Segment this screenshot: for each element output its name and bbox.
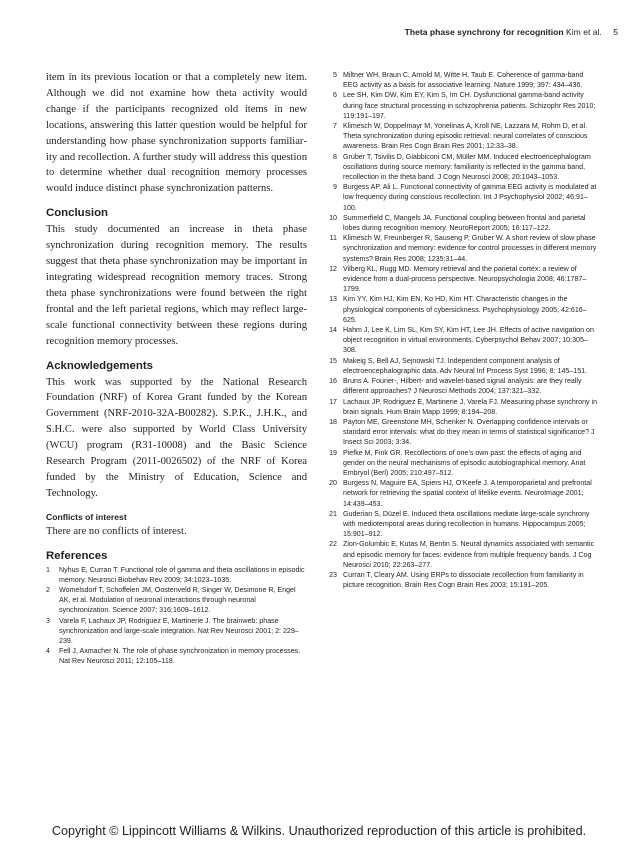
reference-number: 6	[333, 91, 337, 100]
reference-item	[326, 539, 598, 570]
reference-text: Gruber T, Tsivilis D, Giabbiconi CM, Müller MM. Induced electroencephalogram oscillations during source memory: familiarity is reflected in the gamma band, recollection in the theta band. J Cogn Neurosci 2008; 20:1043–1053.	[343, 152, 591, 182]
conflicts-text: There are no conflicts of interest.	[46, 525, 187, 537]
intro-paragraph: item in its previous location or that a completely new item. Although we did not examine how theta activity would change if the participants recognized old items in new locations, answering this latter question would be helpful for understanding how phase synchronization supports familiarity and recollection. A further study will address this question to determine whether dual recognition memory processes would induce distinct phase synchronization patterns.	[46, 72, 307, 195]
reference-text: Lachaux JP, Rodriguez E, Martinerie J, Varela FJ. Measuring phase synchrony in brain signals. Hum Brain Mapp 1999; 8:194–208.	[343, 397, 598, 416]
running-header	[405, 27, 618, 37]
reference-text: Curran T, Cleary AM. Using ERPs to dissociate recollection from familiarity in picture recognition. Brain Res Cogn Brain Res 2003; 15:191–205.	[343, 570, 584, 590]
reference-item	[46, 646, 307, 666]
reference-item	[46, 565, 307, 585]
reference-text: Lee SH, Kim DW, Kim EY, Kim S, Im CH. Dysfunctional gamma-band activity during face structural processing in schizophrenia patients. Schizophr Res 2010; 119:191–197.	[343, 91, 596, 120]
reference-item	[326, 233, 598, 264]
reference-item	[326, 70, 598, 90]
reference-text: Bruns A. Fourier-, Hilbert- and wavelet-based signal analysis: are they really different approaches? J Neurosci Methods 2004; 137:321–332.	[343, 377, 582, 396]
reference-item	[326, 264, 598, 295]
reference-number: 22	[329, 540, 337, 549]
reference-text: Hahm J, Lee K, Lim SL, Kim SY, Kim HT, Lee JH. Effects of active navigation on object recognition in virtual environments. Cyberpsychol Behav 2007; 10:305–308.	[343, 326, 594, 355]
reference-text: Summerfield C, Mangels JA. Functional coupling between frontal and parietal lobes during recognition memory. NeuroReport 2005; 16:117–122.	[343, 213, 586, 233]
reference-number: 17	[329, 397, 337, 406]
reference-item	[326, 121, 598, 152]
reference-number: 9	[333, 183, 337, 192]
reference-item	[326, 182, 598, 213]
reference-number: 3	[46, 616, 50, 625]
reference-item	[326, 356, 598, 376]
reference-item	[326, 570, 598, 590]
running-title: Theta phase synchrony for recognition	[404, 27, 564, 37]
reference-text: Klimesch W, Doppelmayr M, Yonelinas A, Kroll NE, Lazzara M, Rohm D, et al. Theta synchronization during episodic retrieval: neural correlates of conscious awareness. Brain Res Cogn Brain Res 2001; 12:33–38.	[343, 122, 588, 151]
reference-number: 20	[329, 479, 337, 488]
reference-item	[326, 448, 598, 479]
reference-number: 12	[329, 264, 337, 273]
reference-text: Fell J, Axmacher N. The role of phase synchronization in memory processes. Nat Rev Neurosci 2011; 12:105–118.	[59, 647, 301, 666]
reference-number: 21	[329, 509, 337, 518]
reference-text: Burgess N, Maguire EA, Spiers HJ, O’Keefe J. A temporoparietal and prefrontal network for retrieving the spatial context of lifelike events. NeuroImage 2001; 14:439–453.	[343, 479, 592, 508]
reference-number: 23	[329, 570, 337, 579]
reference-item	[326, 478, 598, 509]
copyright-footer: Copyright © Lippincott Williams & Wilkins. Unauthorized reproduction of this article is prohibited.	[51, 824, 587, 838]
reference-number: 7	[333, 122, 337, 131]
reference-list-left	[46, 565, 307, 667]
reference-item	[326, 376, 598, 396]
reference-text: Miltner WH, Braun C, Arnold M, Witte H, Taub E. Coherence of gamma-band EEG activity as a basis for associative learning. Nature 1999; 397: 434–436.	[343, 71, 584, 90]
reference-text: Varela F, Lachaux JP, Rodriguez E, Martinerie J. The brainweb: phase synchronization and large-scale integration. Nat Rev Neurosci 2001; 2: 229–239.	[59, 616, 299, 646]
reference-number: 10	[329, 213, 337, 222]
reference-item	[326, 509, 598, 540]
reference-item	[326, 213, 598, 233]
reference-text: Zion-Golumbic E, Kutas M, Bentin S. Neural dynamics associated with semantic and episodic memory for faces: evidence from multiple frequency bands. J Cog Neurosci 2010; 22:263–277.	[343, 540, 595, 569]
conclusion-text: This study documented an increase in theta phase synchronization during recognition memory. The results suggest that theta phase synchronization may be important in integrating widespread recognition memory traces. Strong theta phase synchronizations were found between the right frontal and the left parietal regions, which may reflect large-scale functional connectivity between these regions during recognition memory processes.	[46, 224, 307, 347]
conclusion-heading: Conclusion	[46, 207, 109, 220]
reference-number: 2	[46, 586, 50, 595]
reference-text: Piefke M, Fink GR. Recollections of one’s own past: the effects of aging and gender on the neural mechanisms of episodic autobiographical memory. Anat Embryol (Berl) 2005; 210:497–512.	[343, 448, 586, 477]
reference-text: Nyhus E, Curran T. Functional role of gamma and theta oscillations in episodic memory. Neurosci Biobehav Rev 2009; 34:1023–1035.	[59, 565, 305, 584]
reference-number: 16	[329, 377, 337, 386]
reference-text: Burgess AP, Ali L. Functional connectivity of gamma EEG activity is modulated at low frequency during conscious recollection. Int J Psychophysiol 2002; 46:91–100.	[343, 183, 597, 212]
right-column	[326, 70, 598, 590]
reference-item	[326, 417, 598, 448]
reference-text: Payton ME, Greenstone MH, Schenker N. Overlapping confidence intervals or standard error intervals: what do they mean in terms of statistical significance? J Insect Sci 2003; 3:34.	[343, 417, 595, 447]
reference-text: Kim YY, Kim HJ, Kim EN, Ko HD, Kim HT. Characteristic changes in the physiological components of cybersickness. Psychophysiology 2005; 42:616–625.	[343, 295, 587, 324]
left-column	[46, 70, 307, 667]
reference-text: Guderian S, Düzel E. Induced theta oscillations mediate large-scale synchrony with mediotemporal areas during recollection in humans. Hippocampus 2005; 15:901–912.	[343, 509, 590, 539]
reference-number: 11	[329, 234, 337, 243]
reference-number: 19	[329, 448, 337, 457]
reference-number: 5	[333, 71, 337, 79]
reference-number: 1	[46, 565, 50, 574]
reference-text: Vilberg KL, Rugg MD. Memory retrieval and the parietal cortex: a review of evidence from a dual-process perspective. Neuropsychologia 2008; 46:1787–1799.	[343, 264, 587, 294]
reference-text: Womelsdorf T, Schoffelen JM, Oostenveld R, Singer W, Desimone R, Engel AK, et al. Modulation of neuronal interactions through neuronal synchronization. Science 2007; 316:1609–1612.	[59, 586, 296, 615]
reference-item	[46, 616, 307, 647]
reference-number: 15	[329, 356, 337, 365]
reference-item	[326, 90, 598, 121]
reference-text: Makeig S, Bell AJ, Sejnowski TJ. Independent component analysis of electroencephalographic data. Adv Neural Inf Process Syst 1996; 8: 145–151.	[343, 356, 588, 375]
references-heading: References	[46, 549, 108, 562]
reference-number: 8	[333, 152, 337, 161]
reference-text: Klimesch W, Freunberger R, Sauseng P, Gruber W. A short review of slow phase synchronization and memory: evidence for control processes in different memory systems? Brain Res 2008; 1235:31–44.	[343, 234, 597, 263]
reference-number: 13	[329, 295, 337, 304]
acknowledgements-text: This work was supported by the National Research Foundation (NRF) of Korea Grant funded by the Korean Government (NRF-2010-32A-B00282). S.P.K., J.H.K., and S.H.C. were also supported by World Class University (WCU) program (R31-10008) and the Basic Science Research Program (2011-0026502) of the NRF of Korea funded by the Ministry of Education, Science and Technology.	[46, 376, 307, 499]
reference-item	[46, 585, 307, 616]
reference-item	[326, 397, 598, 417]
reference-number: 4	[46, 647, 50, 656]
reference-item	[326, 152, 598, 183]
reference-item	[326, 325, 598, 356]
acknowledgements-heading: Acknowledgements	[46, 359, 153, 372]
page-number: 5	[613, 27, 618, 37]
reference-item	[326, 294, 598, 325]
reference-number: 14	[329, 326, 337, 335]
running-authors: Kim et al.	[566, 27, 602, 37]
conflicts-heading: Conflicts of interest	[46, 511, 127, 522]
reference-number: 18	[329, 417, 337, 426]
